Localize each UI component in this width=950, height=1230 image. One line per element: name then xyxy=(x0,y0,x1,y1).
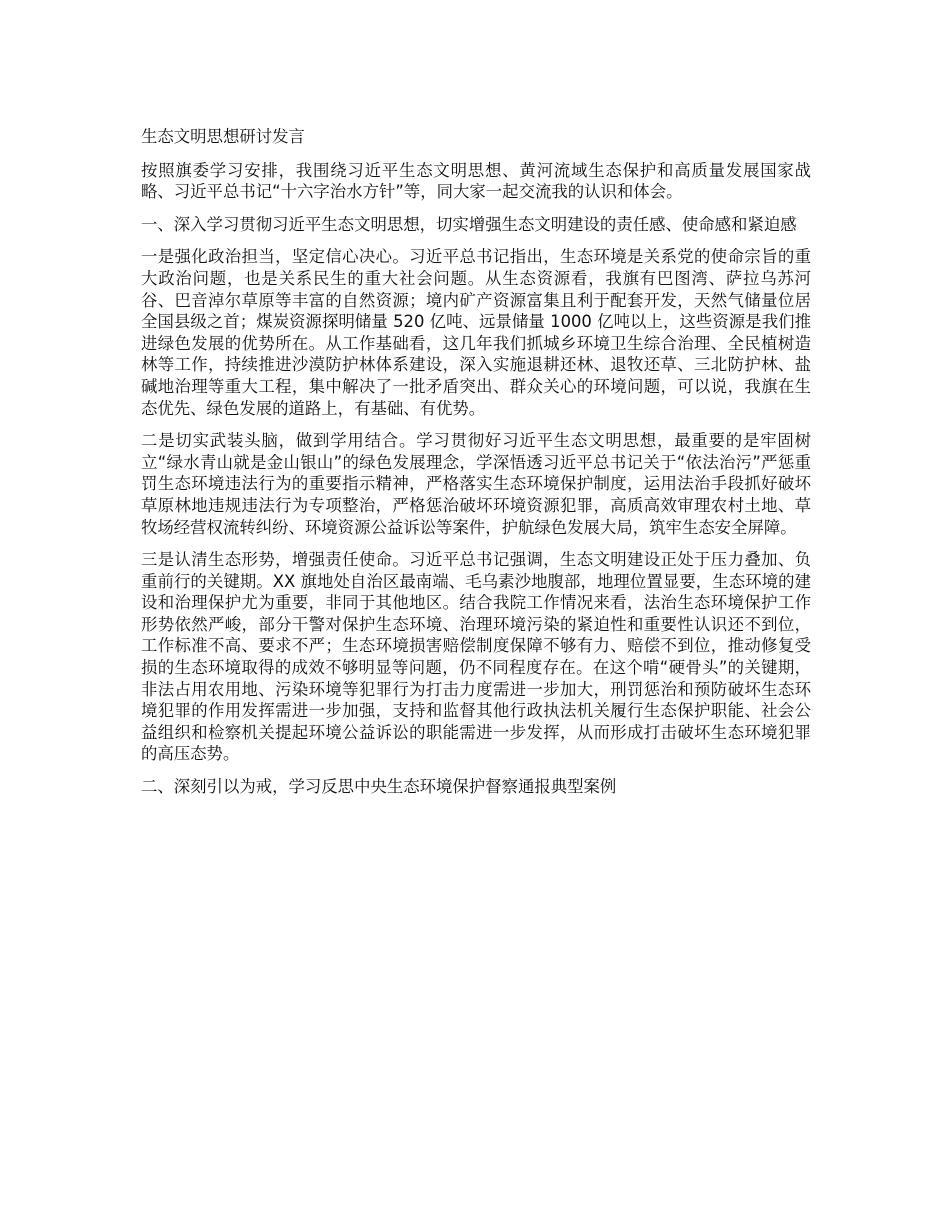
body-paragraph-1: 一是强化政治担当，坚定信心决心。习近平总书记指出，生态环境是关系党的使命宗旨的重大政治问题，也是关系民生的重大社会问题。从生态资源看，我旗有巴图湾、萨拉乌苏河谷、巴音淖尔草原等丰富的自然资源；境内矿产资源富集且利于配套开发，天然气储量位居全国县级之首；煤炭资源探明储量 520 亿吨、远景储量 1000 亿吨以上，这些资源是我们推进绿色发展的优势所在。从工作基础看，这几年我们抓城乡环境卫生综合治理、全民植树造林等工作，持续推进沙漠防护林体系建设，深入实施退耕还林、退牧还草、三北防护林、盐碱地治理等重大工程，集中解决了一批矛盾突出、群众关心的环境问题，可以说，我旗在生态优先、绿色发展的道路上，有基础、有优势。 xyxy=(141,247,811,418)
body-paragraph-2: 二是切实武装头脑，做到学用结合。学习贯彻好习近平生态文明思想，最重要的是牢固树立“绿水青山就是金山银山”的绿色发展理念，学深悟透习近平总书记关于“依法治污”严惩重罚生态环境违法行为的重要指示精神，严格落实生态环境保护制度，运用法治手段抓好破坏草原林地违规违法行为专项整治，严格惩治破坏环境资源犯罪，高质高效审理农村土地、草牧场经营权流转纠纷、环境资源公益诉讼等案件，护航绿色发展大局，筑牢生态安全屏障。 xyxy=(141,431,811,537)
section-heading-1: 一、深入学习贯彻习近平生态文明思想，切实增强生态文明建设的责任感、使命感和紧迫感 xyxy=(141,214,797,234)
document-body xyxy=(141,126,811,809)
document-title: 生态文明思想研讨发言 xyxy=(141,127,305,146)
body-paragraph-3: 三是认清生态形势，增强责任使命。习近平总书记强调，生态文明建设正处于压力叠加、负重前行的关键期。XX 旗地处自治区最南端、毛乌素沙地腹部，地理位置显要，生态环境的建设和治理保护尤为重要，非同于其他地区。结合我院工作情况来看，法治生态环境保护工作形势依然严峻，部分干警对保护生态环境、治理环境污染的紧迫性和重要性认识还不到位，工作标准不高、要求不严；生态环境损害赔偿制度保障不够有力、赔偿不到位，推动修复受损的生态环境取得的成效不够明显等问题，仍不同程度存在。在这个啃“硬骨头”的关键期，非法占用农用地、污染环境等犯罪行为打击力度需进一步加大，刑罚惩治和预防破坏生态环境犯罪的作用发挥需进一步加强，支持和监督其他行政执法机关履行生态保护职能、社会公益组织和检察机关提起环境公益诉讼的职能需进一步发挥，从而形成打击破坏生态环境犯罪的高压态势。 xyxy=(141,550,811,764)
section-heading-2: 二、深刻引以为戒，学习反思中央生态环境保护督察通报典型案例 xyxy=(141,777,617,797)
intro-paragraph: 按照旗委学习安排，我围绕习近平生态文明思想、黄河流域生态保护和高质量发展国家战略、习近平总书记“十六字治水方针”等，同大家一起交流我的认识和体会。 xyxy=(141,160,811,202)
